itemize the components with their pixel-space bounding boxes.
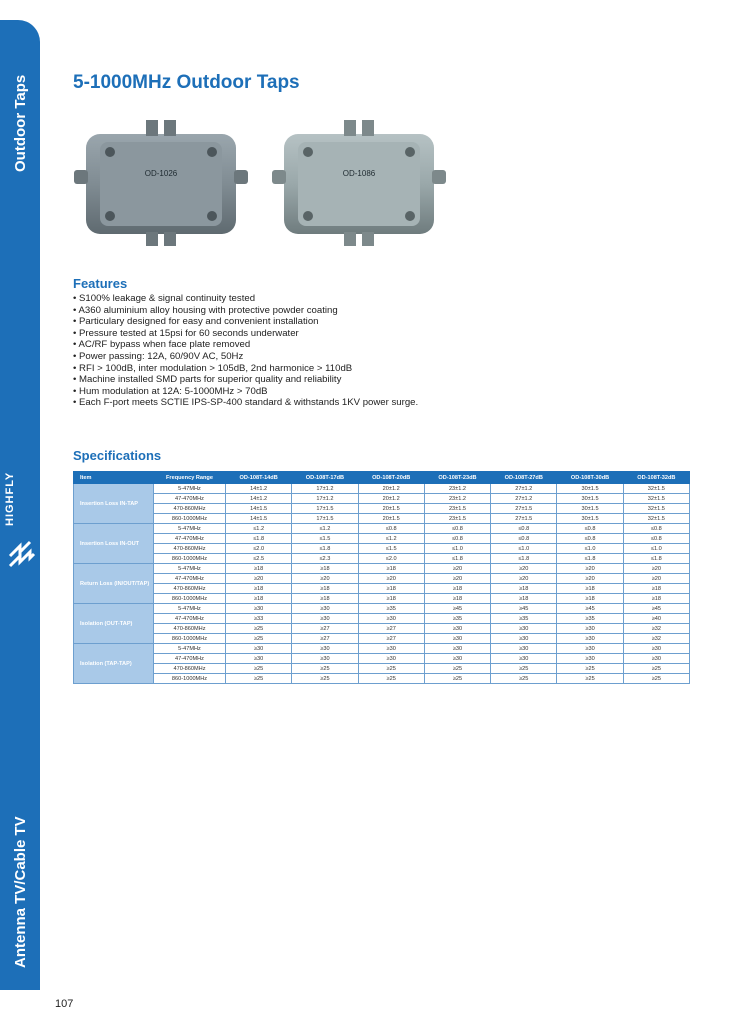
value-cell: ≥18: [557, 594, 623, 604]
value-cell: ≥30: [623, 654, 689, 664]
frequency-cell: 47-470MHz: [154, 534, 226, 544]
table-body: [74, 484, 690, 684]
value-cell: ≥18: [292, 594, 358, 604]
value-cell: ≥25: [358, 664, 424, 674]
value-cell: ≥45: [491, 604, 557, 614]
value-cell: ≥25: [358, 674, 424, 684]
value-cell: ≥30: [557, 654, 623, 664]
value-cell: ≥30: [292, 644, 358, 654]
value-cell: ≤2.3: [292, 554, 358, 564]
value-cell: 30±1.5: [557, 514, 623, 524]
value-cell: ≥30: [358, 654, 424, 664]
value-cell: ≥30: [292, 604, 358, 614]
value-cell: 32±1.5: [623, 494, 689, 504]
value-cell: 30±1.5: [557, 504, 623, 514]
frequency-cell: 860-1000MHz: [154, 514, 226, 524]
value-cell: ≥35: [358, 604, 424, 614]
value-cell: ≥30: [557, 644, 623, 654]
value-cell: ≤0.8: [424, 534, 490, 544]
features-list: [73, 293, 673, 409]
table-row: [74, 494, 690, 504]
value-cell: ≤1.5: [358, 544, 424, 554]
value-cell: ≥20: [491, 564, 557, 574]
frequency-cell: 860-1000MHz: [154, 674, 226, 684]
value-cell: 14±1.5: [226, 504, 292, 514]
value-cell: ≥25: [424, 664, 490, 674]
value-cell: ≥30: [424, 644, 490, 654]
table-row: [74, 514, 690, 524]
value-cell: ≥18: [358, 564, 424, 574]
value-cell: ≥30: [424, 654, 490, 664]
value-cell: ≥20: [623, 574, 689, 584]
value-cell: 32±1.5: [623, 484, 689, 494]
table-header-cell: OD-108T-20dB: [358, 472, 424, 484]
value-cell: ≥18: [226, 584, 292, 594]
frequency-cell: 5-47MHz: [154, 644, 226, 654]
value-cell: ≥25: [226, 634, 292, 644]
frequency-cell: 47-470MHz: [154, 614, 226, 624]
value-cell: ≤1.2: [358, 534, 424, 544]
value-cell: ≥45: [623, 604, 689, 614]
table-header-cell: OD-108T-14dB: [226, 472, 292, 484]
frequency-cell: 470-860MHz: [154, 544, 226, 554]
svg-text:OD-1026: OD-1026: [144, 169, 178, 178]
value-cell: ≥18: [292, 564, 358, 574]
value-cell: ≥20: [358, 574, 424, 584]
table-row: [74, 504, 690, 514]
features-heading: Features: [73, 276, 128, 291]
brand-name: HIGHFLY: [4, 471, 16, 526]
value-cell: ≤1.8: [623, 554, 689, 564]
value-cell: ≤1.8: [424, 554, 490, 564]
parameter-group-label: Insertion Loss IN-TAP: [74, 484, 154, 524]
value-cell: ≤1.8: [557, 554, 623, 564]
value-cell: 23±1.2: [424, 494, 490, 504]
table-header-cell: OD-108T-27dB: [491, 472, 557, 484]
tap-unit-left: [74, 120, 248, 246]
value-cell: ≥18: [424, 584, 490, 594]
feature-item: • RFI > 100dB, inter modulation > 105dB, 2nd harmonice > 110dB: [73, 363, 673, 375]
frequency-cell: 470-860MHz: [154, 504, 226, 514]
frequency-cell: 5-47MHz: [154, 604, 226, 614]
value-cell: ≥18: [358, 584, 424, 594]
value-cell: ≥30: [623, 644, 689, 654]
svg-text:OD-1086: OD-1086: [342, 169, 376, 178]
value-cell: 20±1.5: [358, 504, 424, 514]
value-cell: ≥18: [491, 594, 557, 604]
value-cell: ≥20: [424, 574, 490, 584]
value-cell: 17±1.2: [292, 484, 358, 494]
frequency-cell: 47-470MHz: [154, 654, 226, 664]
value-cell: ≥25: [292, 664, 358, 674]
value-cell: ≥27: [358, 634, 424, 644]
feature-item: • Power passing: 12A, 60/90V AC, 50Hz: [73, 351, 673, 363]
sidebar: [0, 0, 40, 1035]
frequency-cell: 860-1000MHz: [154, 634, 226, 644]
value-cell: ≥25: [491, 664, 557, 674]
value-cell: ≥30: [358, 614, 424, 624]
frequency-cell: 5-47MHz: [154, 524, 226, 534]
value-cell: ≥18: [623, 594, 689, 604]
value-cell: 20±1.5: [358, 514, 424, 524]
sidebar-category-label: Outdoor Taps: [12, 74, 29, 172]
table-row: [74, 524, 690, 534]
value-cell: ≥30: [491, 644, 557, 654]
value-cell: ≥25: [557, 664, 623, 674]
value-cell: ≥40: [623, 614, 689, 624]
value-cell: ≥25: [623, 664, 689, 674]
table-row: [74, 544, 690, 554]
value-cell: ≥20: [557, 564, 623, 574]
value-cell: ≥18: [424, 594, 490, 604]
value-cell: ≥20: [424, 564, 490, 574]
feature-item: • AC/RF bypass when face plate removed: [73, 339, 673, 351]
table-header-cell: OD-108T-32dB: [623, 472, 689, 484]
table-row: [74, 614, 690, 624]
frequency-cell: 470-860MHz: [154, 664, 226, 674]
value-cell: ≥35: [424, 614, 490, 624]
value-cell: ≥45: [424, 604, 490, 614]
value-cell: ≥18: [557, 584, 623, 594]
value-cell: ≥25: [226, 674, 292, 684]
value-cell: ≥33: [226, 614, 292, 624]
value-cell: ≤1.0: [491, 544, 557, 554]
value-cell: 27±1.5: [491, 504, 557, 514]
value-cell: 17±1.5: [292, 514, 358, 524]
table-row: [74, 624, 690, 634]
parameter-group-label: Isolation (TAP-TAP): [74, 644, 154, 684]
value-cell: ≥30: [226, 604, 292, 614]
page-number: 107: [55, 998, 74, 1010]
value-cell: ≥35: [557, 614, 623, 624]
value-cell: ≥18: [358, 594, 424, 604]
table-row: [74, 534, 690, 544]
value-cell: ≥30: [292, 614, 358, 624]
table-row: [74, 644, 690, 654]
value-cell: 14±1.5: [226, 514, 292, 524]
value-cell: ≤1.8: [226, 534, 292, 544]
value-cell: ≤1.0: [623, 544, 689, 554]
table-header-cell: OD-108T-23dB: [424, 472, 490, 484]
table-row: [74, 554, 690, 564]
feature-item: • Each F-port meets SCTIE IPS-SP-400 standard & withstands 1KV power surge.: [73, 397, 673, 409]
product-photo: [72, 112, 452, 252]
value-cell: ≥25: [557, 674, 623, 684]
value-cell: 27±1.2: [491, 484, 557, 494]
value-cell: ≥45: [557, 604, 623, 614]
value-cell: 27±1.5: [491, 514, 557, 524]
tap-unit-right: [272, 120, 446, 246]
value-cell: ≥30: [557, 624, 623, 634]
table-row: [74, 654, 690, 664]
value-cell: ≥27: [358, 624, 424, 634]
specifications-heading: Specifications: [73, 448, 162, 463]
value-cell: 14±1.2: [226, 494, 292, 504]
parameter-group-label: Isolation (OUT-TAP): [74, 604, 154, 644]
value-cell: ≥25: [424, 674, 490, 684]
value-cell: ≥18: [226, 564, 292, 574]
table-header-cell: Frequency Range: [154, 472, 226, 484]
frequency-cell: 5-47MHz: [154, 564, 226, 574]
value-cell: 17±1.5: [292, 504, 358, 514]
frequency-cell: 470-860MHz: [154, 584, 226, 594]
value-cell: ≥20: [623, 564, 689, 574]
value-cell: ≥30: [424, 634, 490, 644]
value-cell: ≥20: [292, 574, 358, 584]
feature-item: • Particulary designed for easy and convenient installation: [73, 316, 673, 328]
value-cell: 14±1.2: [226, 484, 292, 494]
table-row: [74, 594, 690, 604]
value-cell: ≤2.0: [226, 544, 292, 554]
value-cell: ≥20: [226, 574, 292, 584]
value-cell: ≥27: [292, 624, 358, 634]
value-cell: ≥18: [491, 584, 557, 594]
value-cell: ≥30: [226, 654, 292, 664]
value-cell: ≤0.8: [491, 524, 557, 534]
table-row: [74, 484, 690, 494]
parameter-group-label: Insertion Loss IN-OUT: [74, 524, 154, 564]
table-header-cell: Item: [74, 472, 154, 484]
value-cell: 23±1.5: [424, 514, 490, 524]
value-cell: ≤0.8: [557, 524, 623, 534]
value-cell: 32±1.5: [623, 504, 689, 514]
value-cell: 23±1.2: [424, 484, 490, 494]
value-cell: ≤0.8: [623, 534, 689, 544]
feature-item: • Machine installed SMD parts for superior quality and reliability: [73, 374, 673, 386]
table-row: [74, 574, 690, 584]
table-row: [74, 564, 690, 574]
value-cell: ≥18: [623, 584, 689, 594]
value-cell: ≥25: [226, 664, 292, 674]
value-cell: 20±1.2: [358, 494, 424, 504]
value-cell: 27±1.2: [491, 494, 557, 504]
value-cell: ≤0.8: [358, 524, 424, 534]
value-cell: ≤1.0: [557, 544, 623, 554]
value-cell: ≥32: [623, 624, 689, 634]
value-cell: ≥30: [491, 654, 557, 664]
table-row: [74, 664, 690, 674]
value-cell: ≥30: [358, 644, 424, 654]
value-cell: ≥25: [623, 674, 689, 684]
value-cell: 20±1.2: [358, 484, 424, 494]
value-cell: ≥30: [292, 654, 358, 664]
value-cell: ≤0.8: [424, 524, 490, 534]
value-cell: ≥32: [623, 634, 689, 644]
value-cell: ≥30: [226, 644, 292, 654]
frequency-cell: 470-860MHz: [154, 624, 226, 634]
specifications-table: [73, 471, 690, 684]
value-cell: ≤1.0: [424, 544, 490, 554]
table-header-cell: OD-108T-30dB: [557, 472, 623, 484]
table-row: [74, 604, 690, 614]
value-cell: ≥20: [557, 574, 623, 584]
value-cell: ≤0.8: [491, 534, 557, 544]
value-cell: ≥30: [557, 634, 623, 644]
value-cell: ≥30: [491, 624, 557, 634]
value-cell: ≥25: [491, 674, 557, 684]
page-title: 5-1000MHz Outdoor Taps: [73, 72, 300, 93]
value-cell: ≥35: [491, 614, 557, 624]
value-cell: 30±1.5: [557, 494, 623, 504]
frequency-cell: 860-1000MHz: [154, 554, 226, 564]
frequency-cell: 47-470MHz: [154, 494, 226, 504]
value-cell: ≥30: [491, 634, 557, 644]
parameter-group-label: Return Loss (IN/OUT/TAP): [74, 564, 154, 604]
value-cell: ≤1.8: [292, 544, 358, 554]
table-row: [74, 634, 690, 644]
frequency-cell: 5-47MHz: [154, 484, 226, 494]
table-row: [74, 674, 690, 684]
frequency-cell: 860-1000MHz: [154, 594, 226, 604]
value-cell: ≥18: [292, 584, 358, 594]
table-header-row: [74, 472, 690, 484]
value-cell: ≥27: [292, 634, 358, 644]
table-row: [74, 584, 690, 594]
value-cell: ≤1.2: [226, 524, 292, 534]
value-cell: ≤2.5: [226, 554, 292, 564]
value-cell: ≤2.0: [358, 554, 424, 564]
value-cell: ≥25: [292, 674, 358, 684]
value-cell: ≤1.5: [292, 534, 358, 544]
value-cell: 30±1.5: [557, 484, 623, 494]
value-cell: ≤0.8: [557, 534, 623, 544]
feature-item: • Hum modulation at 12A: 5-1000MHz > 70dB: [73, 386, 673, 398]
value-cell: ≤0.8: [623, 524, 689, 534]
sidebar-section-label: Antenna TV/Cable TV: [12, 816, 29, 968]
table-header-cell: OD-108T-17dB: [292, 472, 358, 484]
value-cell: ≥20: [491, 574, 557, 584]
value-cell: 17±1.2: [292, 494, 358, 504]
value-cell: ≥18: [226, 594, 292, 604]
value-cell: ≥30: [424, 624, 490, 634]
value-cell: 32±1.5: [623, 514, 689, 524]
value-cell: ≥25: [226, 624, 292, 634]
feature-item: • Pressure tested at 15psi for 60 seconds underwater: [73, 328, 673, 340]
feature-item: • A360 aluminium alloy housing with protective powder coating: [73, 305, 673, 317]
frequency-cell: 47-470MHz: [154, 574, 226, 584]
value-cell: ≤1.2: [292, 524, 358, 534]
value-cell: 23±1.5: [424, 504, 490, 514]
feature-item: • S100% leakage & signal continuity tested: [73, 293, 673, 305]
value-cell: ≤1.8: [491, 554, 557, 564]
